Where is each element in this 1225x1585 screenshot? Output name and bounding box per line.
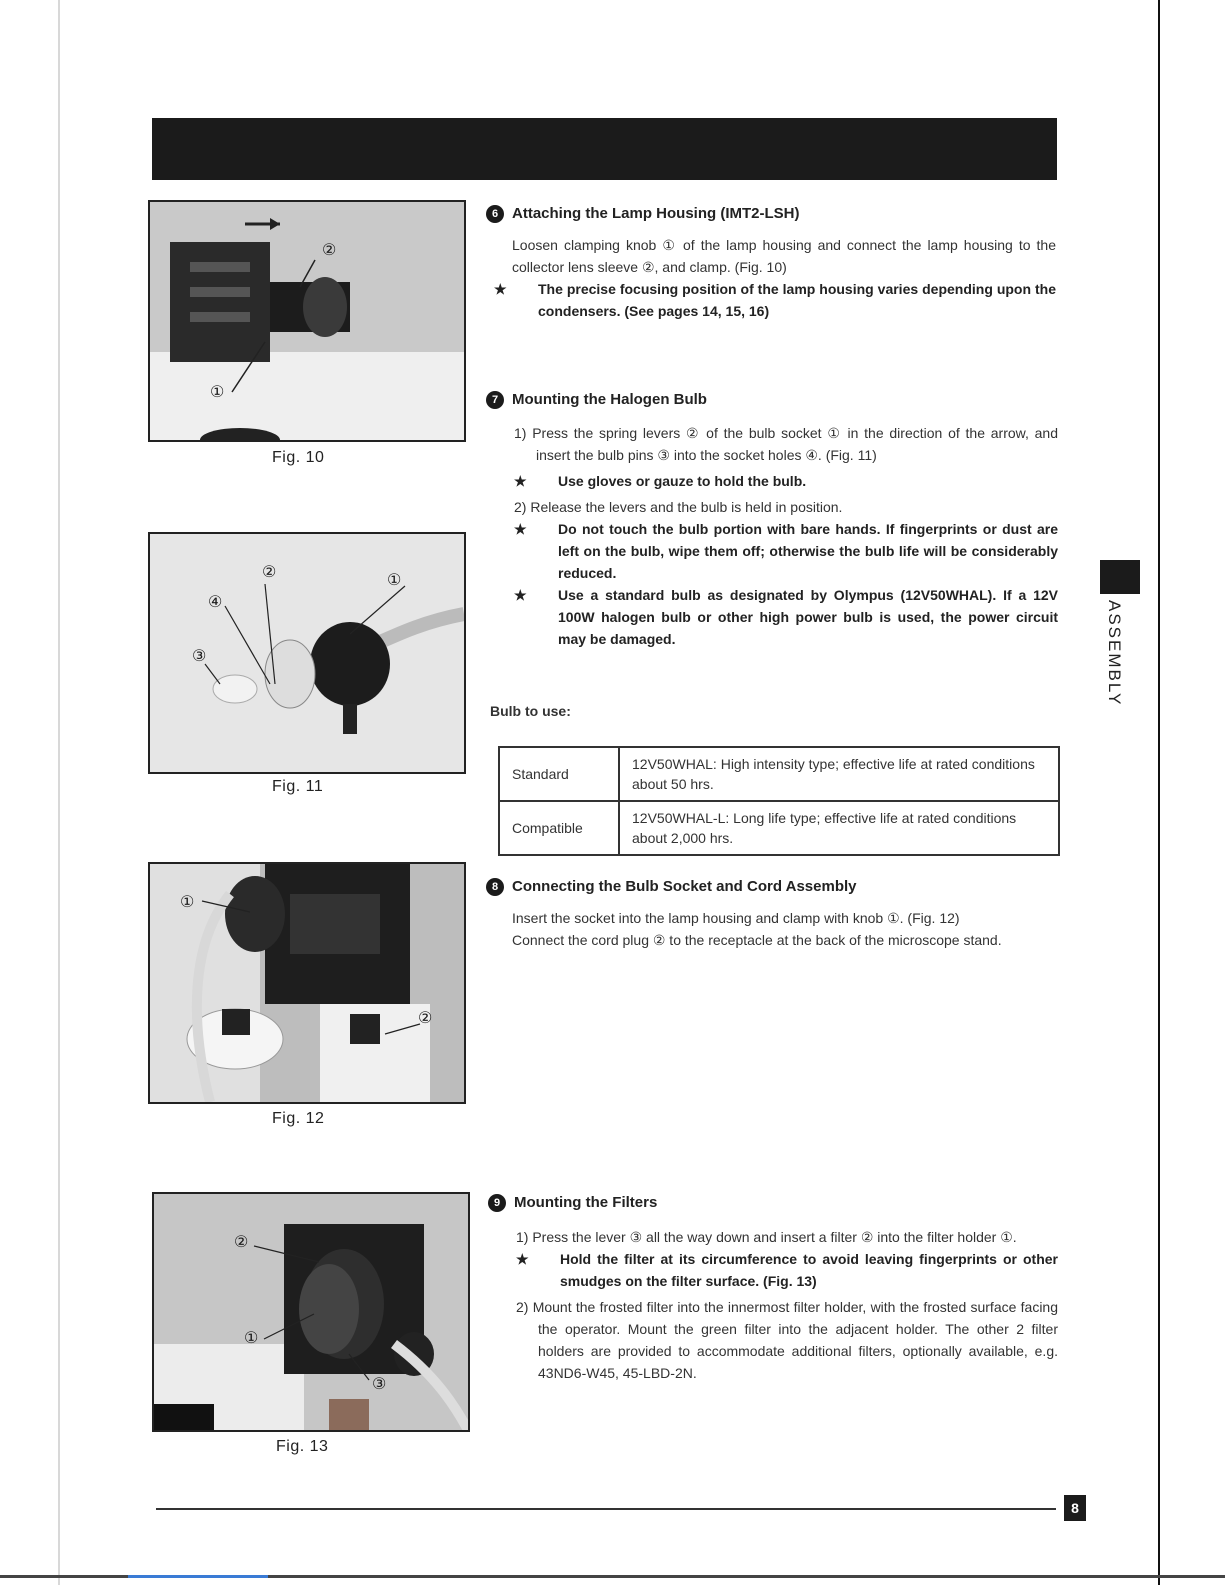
header-bar bbox=[152, 118, 1057, 180]
section-6-heading bbox=[486, 205, 799, 223]
section-8-body bbox=[512, 907, 1056, 951]
callout-3: ③ bbox=[372, 1376, 387, 1393]
table-row bbox=[499, 747, 1059, 801]
bulb-description-cell: 12V50WHAL-L: Long life type; effective life at rated conditions about 2,000 hrs. bbox=[619, 801, 1059, 855]
section-9-body bbox=[512, 1226, 1058, 1384]
section-6-note bbox=[494, 278, 1056, 322]
bulb-table bbox=[498, 746, 1060, 856]
section-8-heading bbox=[486, 878, 857, 896]
callout-1: ① bbox=[210, 384, 225, 401]
figure-13-illustration bbox=[154, 1194, 468, 1430]
bottom-link-underline bbox=[128, 1575, 268, 1578]
section-9-note-1-text: Hold the filter at its circumference to avoid leaving fingerprints or other smudges on the filter surface. (Fig. 13) bbox=[560, 1251, 1058, 1289]
figure-11-caption: Fig. 11 bbox=[272, 778, 324, 795]
callout-4: ④ bbox=[208, 594, 223, 611]
section-6-paragraph: Loosen clamping knob ① of the lamp housing and connect the lamp housing to the collector lens sleeve ②, and clamp. (Fig. 10) bbox=[512, 237, 1056, 275]
section-7-body bbox=[510, 422, 1058, 650]
section-9-note-1 bbox=[512, 1248, 1058, 1292]
page-edge-left bbox=[58, 0, 60, 1585]
section-8-title: Connecting the Bulb Socket and Cord Assembly bbox=[512, 878, 857, 895]
figure-12-caption: Fig. 12 bbox=[272, 1110, 325, 1127]
section-8-paragraph-2: Connect the cord plug ② to the receptacle at the back of the microscope stand. bbox=[512, 932, 1002, 948]
callout-2: ② bbox=[322, 242, 337, 259]
section-8-number: 8 bbox=[486, 878, 504, 896]
section-9-step-1: 1) Press the lever ③ all the way down and insert a filter ② into the filter holder ①. bbox=[516, 1229, 1017, 1245]
callout-2: ② bbox=[418, 1010, 433, 1027]
figure-12-photo bbox=[148, 862, 466, 1104]
section-6-body bbox=[494, 234, 1056, 322]
figure-10-photo bbox=[148, 200, 466, 442]
callout-1: ① bbox=[244, 1330, 259, 1347]
section-7-step-1: 1) Press the spring levers ② of the bulb socket ① in the direction of the arrow, and insert the bulb pins ③ into the socket holes ④. (Fig. 11) bbox=[514, 425, 1058, 463]
callout-2: ② bbox=[262, 564, 277, 581]
star-icon: ★ bbox=[514, 473, 527, 489]
footer-rule bbox=[156, 1508, 1056, 1510]
section-7-note-1 bbox=[510, 470, 1058, 492]
section-8-paragraph-1: Insert the socket into the lamp housing and clamp with knob ①. (Fig. 12) bbox=[512, 910, 960, 926]
section-9-step-2: 2) Mount the frosted filter into the innermost filter holder, with the frosted surface facing the operator. Mount the green filter into the adjacent holder. The other 2 filter holders are provided to accommodate additional filters, optionally available, e.g. 43ND6-W45, 45-LBD-2N. bbox=[516, 1299, 1058, 1381]
figure-13-photo bbox=[152, 1192, 470, 1432]
section-7-note-2 bbox=[510, 518, 1058, 584]
star-icon: ★ bbox=[516, 1251, 529, 1267]
section-7-number: 7 bbox=[486, 391, 504, 409]
section-7-step-2: 2) Release the levers and the bulb is held in position. bbox=[514, 499, 843, 515]
chapter-label: ASSEMBLY bbox=[1105, 600, 1124, 707]
page-number: 8 bbox=[1064, 1495, 1086, 1521]
page-edge-right bbox=[1158, 0, 1160, 1585]
bulb-type-cell: Compatible bbox=[499, 801, 619, 855]
section-6-note-text: The precise focusing position of the lamp housing varies depending upon the condensers. (See pages 14, 15, 16) bbox=[538, 281, 1056, 319]
callout-2: ② bbox=[234, 1234, 249, 1251]
star-icon: ★ bbox=[514, 587, 527, 603]
callout-1: ① bbox=[387, 572, 402, 589]
section-7-title: Mounting the Halogen Bulb bbox=[512, 391, 707, 408]
section-9-number: 9 bbox=[488, 1194, 506, 1212]
section-6-number: 6 bbox=[486, 205, 504, 223]
figure-10-caption: Fig. 10 bbox=[272, 449, 325, 466]
figure-10-illustration bbox=[150, 202, 464, 440]
figure-13-caption: Fig. 13 bbox=[276, 1438, 329, 1455]
callout-1: ① bbox=[180, 894, 195, 911]
star-icon: ★ bbox=[514, 521, 527, 537]
figure-12-illustration bbox=[150, 864, 464, 1102]
bulb-description-cell: 12V50WHAL: High intensity type; effective life at rated conditions about 50 hrs. bbox=[619, 747, 1059, 801]
figure-11-photo bbox=[148, 532, 466, 774]
section-7-note-3-text: Use a standard bulb as designated by Olympus (12V50WHAL). If a 12V 100W halogen bulb or other high power bulb is used, the power circuit may be damaged. bbox=[558, 587, 1058, 647]
section-7-note-2-text: Do not touch the bulb portion with bare hands. If fingerprints or dust are left on the bulb, wipe them off; otherwise the bulb life will be considerably reduced. bbox=[558, 521, 1058, 581]
bulb-to-use-label: Bulb to use: bbox=[490, 703, 571, 719]
section-7-heading bbox=[486, 391, 707, 409]
bulb-type-cell: Standard bbox=[499, 747, 619, 801]
callout-3: ③ bbox=[192, 648, 207, 665]
section-9-heading bbox=[488, 1194, 657, 1212]
section-7-note-1-text: Use gloves or gauze to hold the bulb. bbox=[558, 473, 807, 489]
chapter-tab bbox=[1100, 560, 1140, 594]
section-7-note-3 bbox=[510, 584, 1058, 650]
section-6-title: Attaching the Lamp Housing (IMT2-LSH) bbox=[512, 205, 800, 222]
table-row bbox=[499, 801, 1059, 855]
section-9-title: Mounting the Filters bbox=[514, 1194, 658, 1211]
star-icon: ★ bbox=[494, 281, 507, 297]
